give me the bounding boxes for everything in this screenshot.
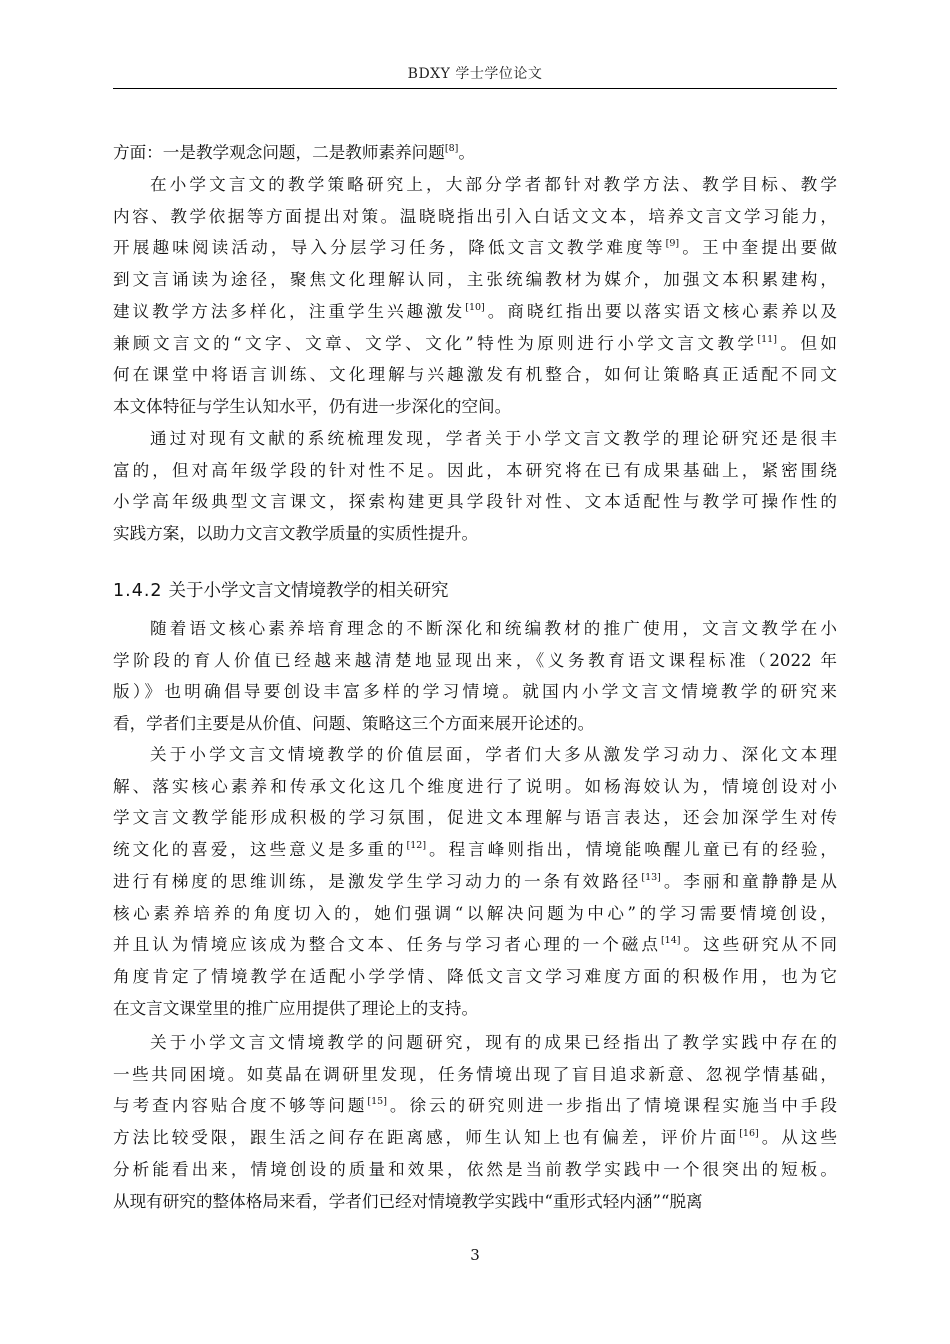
line-text: 统文化的喜爱，这些意义是多重的 — [113, 840, 407, 860]
line-text: 本文体特征与学生认知水平，仍有进一步深化的空间。 — [113, 396, 512, 416]
line-text: 开展趣味阅读活动，导入分层学习任务，降低文言文教学难度等 — [113, 238, 666, 258]
text-line — [113, 900, 837, 928]
line-text: 。这些研究从不同 — [680, 935, 838, 955]
line-text: 。商晓红指出要以落实语文核心素养以及 — [484, 301, 838, 321]
running-header: BDXY 学士学位论文 — [407, 66, 543, 82]
line-text: 。李丽和童静静是从 — [660, 871, 838, 891]
text-line — [113, 1092, 837, 1120]
text-line — [113, 931, 837, 959]
citation-marker: [10] — [465, 301, 485, 313]
line-text: 方面：一是教学观念问题，二是教师素养问题 — [113, 143, 445, 162]
section-number: 1.4.2 — [113, 581, 163, 601]
text-line — [113, 171, 837, 199]
text-line — [113, 488, 837, 516]
line-text: 。但如 — [776, 333, 837, 353]
line-text: 并且认为情境应该成为整合文本、任务与学习者心理的一个磁点 — [113, 935, 661, 955]
text-line — [113, 203, 837, 231]
citation-marker: [9] — [665, 238, 680, 250]
line-text: 方法比较受限，跟生活之间存在距离感，师生认知上也有偏差，评价片面 — [113, 1128, 740, 1148]
text-line — [113, 457, 837, 485]
line-text: 解、落实核心素养和传承文化这几个维度进行了说明。如杨海姣认为，情境创设对小 — [113, 776, 837, 796]
line-text: 。王中奎提出要做 — [679, 238, 838, 258]
citation-marker: [14] — [660, 935, 681, 947]
page-number: 3 — [470, 1246, 480, 1264]
line-text: 何在课堂中将语言训练、文化理解与兴趣激发有机整合，如何让策略真正适配不同文 — [113, 365, 837, 385]
text-line — [113, 298, 837, 326]
text-line — [113, 361, 837, 389]
line-text: 富的，但对高年级学段的针对性不足。因此，本研究将在已有成果基础上，紧密围绕 — [113, 460, 837, 480]
line-text: 实践方案，以助力文言文教学质量的实质性提升。 — [113, 524, 479, 544]
text-line — [113, 647, 837, 675]
text-line — [113, 1124, 837, 1152]
line-text: 分析能看出来，情境创设的质量和效果，依然是当前教学实践中一个很突出的短板。 — [113, 1159, 837, 1179]
text-line — [113, 520, 837, 548]
header-rule — [113, 88, 837, 89]
line-text: 。 — [458, 143, 475, 162]
line-text: 版）》也明确倡导要创设丰富多样的学习情境。就国内小学文言文情境教学的研究来 — [113, 682, 837, 702]
text-line — [113, 330, 837, 358]
text-line — [113, 836, 837, 864]
text-line — [113, 995, 837, 1023]
text-line — [113, 868, 837, 896]
text-line — [113, 1188, 837, 1216]
line-text: 。从这些 — [758, 1128, 838, 1148]
line-text: 从现有研究的整体格局来看，学者们已经对情境教学实践中“重形式轻内涵”“脱离 — [113, 1191, 703, 1211]
line-text: 看，学者们主要是从价值、问题、策略这三个方面来展开论述的。 — [113, 714, 595, 734]
text-line — [113, 393, 837, 421]
section-heading — [113, 577, 837, 605]
text-line — [113, 266, 837, 294]
line-text: 一些共同困境。如莫晶在调研里发现，任务情境出现了盲目追求新意、忽视学情基础， — [113, 1064, 837, 1084]
line-text: 内容、教学依据等方面提出对策。温晓晓指出引入白话文文本，培养文言文学习能力， — [113, 206, 837, 226]
text-line — [113, 425, 837, 453]
text-line — [113, 1029, 837, 1057]
text-line — [113, 615, 837, 643]
line-text: 核心素养培养的角度切入的，她们强调“以解决问题为中心”的学习需要情境创设， — [113, 903, 837, 923]
text-line — [113, 139, 837, 167]
text-line — [113, 234, 837, 262]
line-text: 随着语文核心素养培育理念的不断深化和统编教材的推广使用，文言文教学在小 — [150, 619, 837, 638]
citation-marker: [8] — [444, 143, 459, 154]
line-text: 角度肯定了情境教学在适配小学学情、降低文言文学习难度方面的积极作用，也为它 — [113, 966, 837, 986]
line-text: 学阶段的育人价值已经越来越清楚地显现出来，《义务教育语文课程标准（2022 年 — [113, 650, 837, 670]
citation-marker: [12] — [406, 840, 427, 852]
line-text: 在文言文课堂里的推广应用提供了理论上的支持。 — [113, 998, 479, 1018]
line-text: 。徐云的研究则进一步指出了情境课程实施当中手段 — [386, 1096, 838, 1116]
line-text: 通过对现有文献的系统梳理发现，学者关于小学文言文教学的理论研究还是很丰 — [150, 429, 837, 448]
text-line — [113, 678, 837, 706]
text-line — [113, 741, 837, 769]
text-line — [113, 1156, 837, 1184]
line-text: 小学高年级典型文言课文，探索构建更具学段针对性、文本适配性与教学可操作性的 — [113, 492, 837, 512]
line-text: 与考查内容贴合度不够等问题 — [113, 1096, 368, 1116]
text-line — [113, 804, 837, 832]
line-text: 关于小学文言文情境教学的价值层面，学者们大多从激发学习动力、深化文本理 — [150, 745, 837, 764]
citation-marker: [15] — [367, 1096, 387, 1108]
line-text: 关于小学文言文情境教学的问题研究，现有的成果已经指出了教学实践中存在的 — [150, 1033, 837, 1052]
section-title: 关于小学文言文情境教学的相关研究 — [168, 581, 449, 601]
line-text: 在小学文言文的教学策略研究上，大部分学者都针对教学方法、教学目标、教学 — [150, 175, 837, 194]
line-text: 进行有梯度的思维训练，是激发学生学习动力的一条有效路径 — [113, 871, 642, 891]
citation-marker: [16] — [739, 1128, 759, 1140]
line-text: 学文言文教学能形成积极的学习氛围，促进文本理解与语言表达，还会加深学生对传 — [113, 808, 837, 828]
line-text: 兼顾文言文的“文字、文章、文学、文化”特性为原则进行小学文言文教学 — [113, 333, 758, 353]
line-text: 。程言峰则指出，情境能唤醒儿童已有的经验， — [426, 840, 838, 860]
citation-marker: [11] — [757, 333, 777, 345]
text-line — [113, 963, 837, 991]
text-line — [113, 773, 837, 801]
citation-marker: [13] — [641, 871, 661, 883]
line-text: 建议教学方法多样化，注重学生兴趣激发 — [113, 301, 466, 321]
text-line — [113, 710, 837, 738]
text-line — [113, 1061, 837, 1089]
line-text: 到文言诵读为途径，聚焦文化理解认同，主张统编教材为媒介，加强文本积累建构， — [113, 270, 837, 290]
